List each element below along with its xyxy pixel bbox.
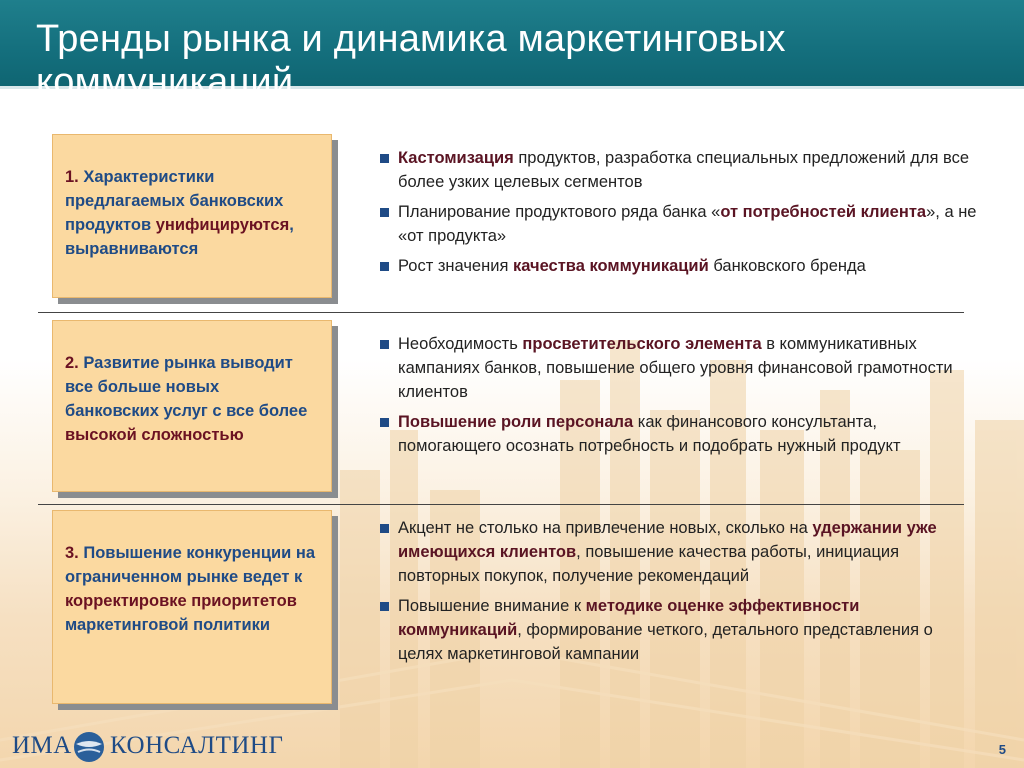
bullet-emphasis: методике оценке эффективности коммуникаций xyxy=(398,597,860,639)
bullet-text: », а не «от продукта» xyxy=(398,203,977,245)
list-item xyxy=(380,516,980,588)
bullet-text: продуктов, разработка специальных предложений для все более узких целевых сегментов xyxy=(398,149,970,191)
bullet-text: банковского бренда xyxy=(708,257,866,275)
card-2 xyxy=(52,320,332,492)
bullet-text: в коммуникативных кампаниях банков, повышение общего уровня финансовой грамотности клиентов xyxy=(398,335,953,401)
logo-globe-icon xyxy=(72,730,106,764)
bullet-square-icon xyxy=(380,524,389,533)
card-text-emphasis: корректировке приоритетов xyxy=(65,592,297,610)
page-title: Тренды рынка и динамика маркетинговых коммуникаций xyxy=(36,18,786,103)
card-3 xyxy=(52,510,332,704)
bullet-square-icon xyxy=(380,418,389,427)
bullet-list-2 xyxy=(380,332,980,464)
card-text-emphasis: высокой сложностью xyxy=(65,426,244,444)
bullet-text: как финансового консультанта, помогающего осознать потребность и подобрать нужный продукт xyxy=(398,413,901,455)
section-divider xyxy=(38,312,964,313)
list-item xyxy=(380,594,980,666)
card-text-emphasis: унифицируются xyxy=(155,216,290,234)
bullet-text: , повышение качества работы, инициация повторных покупок, получение рекомендаций xyxy=(398,543,900,585)
bullet-text: Повышение внимание к xyxy=(398,597,586,615)
card-number: 2. xyxy=(65,354,79,372)
bullet-square-icon xyxy=(380,208,389,217)
list-item xyxy=(380,146,980,194)
card-1 xyxy=(52,134,332,298)
card-text: Характеристики предлагаемых банковских продуктов xyxy=(65,168,284,234)
card-number: 3. xyxy=(65,544,79,562)
bullet-emphasis: удержании уже имеющихся клиентов xyxy=(398,519,937,561)
section-divider xyxy=(38,504,964,505)
card-text: маркетинговой политики xyxy=(65,616,271,634)
bullet-emphasis: Кастомизация xyxy=(398,149,514,167)
page-number: 5 xyxy=(998,742,1006,757)
list-item xyxy=(380,200,980,248)
list-item xyxy=(380,332,980,404)
bullet-text: , формирование четкого, детального представления о целях маркетинговой кампании xyxy=(398,621,933,663)
bullet-emphasis: от потребностей клиента xyxy=(720,203,927,221)
bullet-text: Рост значения xyxy=(398,257,513,275)
bullet-text: Планирование продуктового ряда банка « xyxy=(398,203,721,221)
logo-text-right: КОНСАЛТИНГ xyxy=(110,732,284,759)
card-number: 1. xyxy=(65,168,79,186)
card-text: Развитие рынка выводит все больше новых банковских услуг с все более xyxy=(65,354,308,420)
bullet-emphasis: Повышение роли персонала xyxy=(398,413,634,431)
card-text: Повышение конкуренции на ограниченном рынке ведет к xyxy=(65,544,316,586)
bullet-square-icon xyxy=(380,262,389,271)
bullet-square-icon xyxy=(380,602,389,611)
bullet-square-icon xyxy=(380,340,389,349)
bullet-square-icon xyxy=(380,154,389,163)
bullet-emphasis: просветительского элемента xyxy=(522,335,762,353)
bullet-list-1 xyxy=(380,146,980,284)
bullet-text: Необходимость xyxy=(398,335,523,353)
list-item xyxy=(380,410,980,458)
list-item xyxy=(380,254,980,278)
bullet-emphasis: качества коммуникаций xyxy=(512,257,709,275)
card-text: , выравниваются xyxy=(65,216,294,258)
bullet-text: Акцент не столько на привлечение новых, сколько на xyxy=(398,519,813,537)
bullet-list-3 xyxy=(380,516,980,672)
title-bar xyxy=(0,0,1024,103)
logo-text-left: ИМА xyxy=(12,732,72,759)
